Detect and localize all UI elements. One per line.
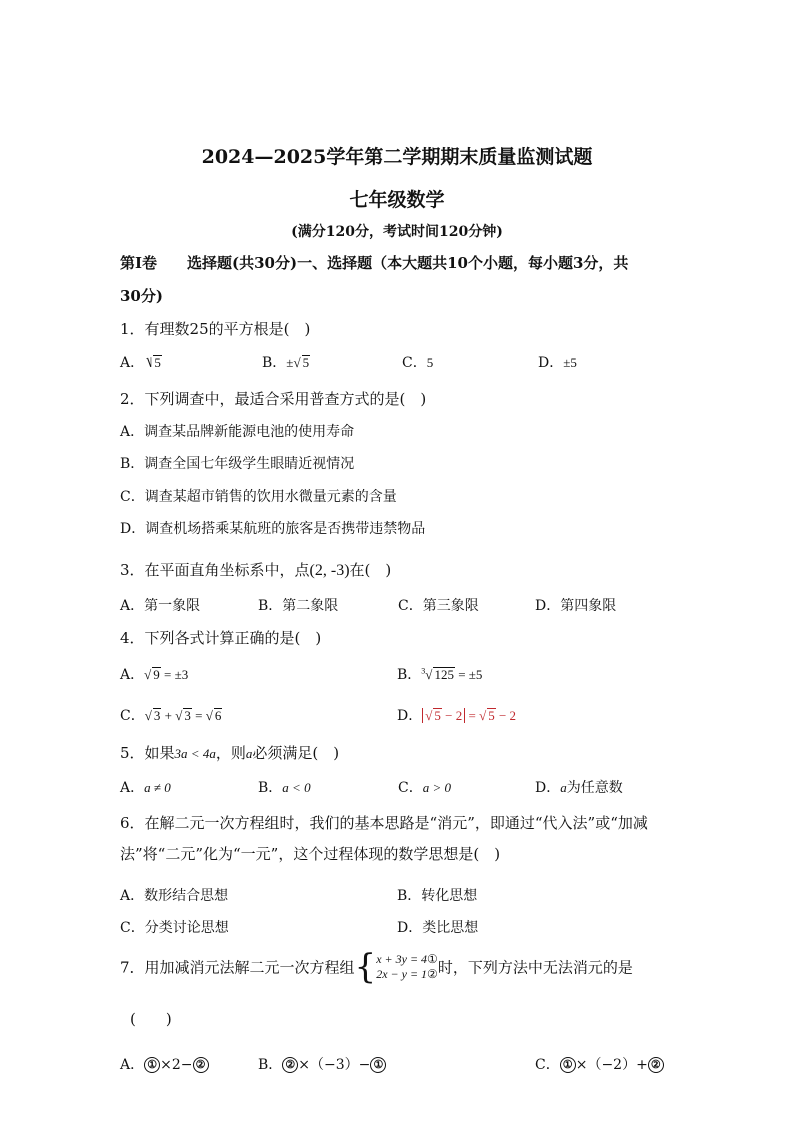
question-1-stem: 1．有理数25的平方根是( ) <box>120 320 311 338</box>
question-5-option-c: C．a > 0 <box>398 780 451 796</box>
equation-system: x + 3y = 4① 2x − y = 1② <box>376 952 438 981</box>
question-4-stem: 4．下列各式计算正确的是( ) <box>120 629 322 647</box>
question-6-option-a: A．数形结合思想 <box>120 888 229 904</box>
question-3-stem: 3．在平面直角坐标系中，点(2, -3)在( ) <box>120 561 392 579</box>
question-3-option-d: D．第四象限 <box>535 598 617 614</box>
question-2-option-b: B．调查全国七年级学生眼睛近视情况 <box>120 456 355 472</box>
question-2-option-d: D．调查机场搭乘某航班的旅客是否携带违禁物品 <box>120 521 426 537</box>
question-1-option-a: A．⎷ 5 <box>120 355 161 371</box>
question-6-stem-line2: 法”将“二元”化为“一元”，这个过程体现的数学思想是( ) <box>120 845 501 863</box>
inequality: 3a < 4a <box>174 746 216 761</box>
question-7-option-c: C． ① ×（−2）+ ② <box>535 1054 664 1074</box>
system-brace: { <box>354 947 377 987</box>
question-4-option-d: D． √ 5 − 2 = √ 5 − 2 <box>397 708 517 724</box>
question-3-option-c: C．第三象限 <box>398 598 479 614</box>
question-6-option-b: B．转化思想 <box>397 888 478 904</box>
question-2-stem: 2．下列调查中，最适合采用普查方式的是( ) <box>120 390 427 408</box>
section-heading-line2: 30分) <box>120 287 163 305</box>
exam-note: (满分120分，考试时间120分钟) <box>291 224 503 240</box>
question-5-option-a: A．a ≠ 0 <box>120 780 171 796</box>
question-6-option-d: D．类比思想 <box>397 920 479 936</box>
question-7-option-a: A． ① ×2− ② <box>120 1054 209 1074</box>
exam-subject: 七年级数学 <box>349 189 445 211</box>
question-1-option-d: D．±5 <box>538 355 577 371</box>
question-4-option-a: A．√ 9 = ±3 <box>120 667 189 683</box>
question-3-option-a: A．第一象限 <box>120 598 201 614</box>
point-coordinates: (2, -3) <box>309 562 350 579</box>
question-7-stem: 7．用加减消元法解二元一次方程组{x + 3y = 4① 2x − y = 1②时，下列方法中无法消元的是 <box>120 947 633 987</box>
question-1-option-c: C．5 <box>402 355 434 371</box>
question-4-option-b: B．$^3$√ 125 = ±5 <box>397 666 483 683</box>
question-2-option-a: A．调查某品牌新能源电池的使用寿命 <box>120 424 355 440</box>
question-4-option-c: C．√ 3 + √ 3 = √ 6 <box>120 708 222 724</box>
question-5-option-d: D．a为任意数 <box>535 780 623 796</box>
question-3-option-b: B．第二象限 <box>258 598 339 614</box>
question-6-option-c: C．分类讨论思想 <box>120 920 229 936</box>
question-5-stem: 5．如果3a < 4a，则a必须满足( ) <box>120 744 340 762</box>
absolute-value-expression: √ 5 − 2 <box>422 708 465 723</box>
exam-title: 2024—2025学年第二学期期末质量监测试题 <box>201 146 593 168</box>
question-1-option-b: B．±√ 5 <box>262 355 310 371</box>
section-heading-line1: 第Ⅰ卷 选择题(共30分)一、选择题（本大题共10个小题，每小题3分，共 <box>120 254 629 272</box>
question-6-stem-line1: 6．在解二元一次方程组时，我们的基本思路是“消元”，即通过“代入法”或“加减 <box>120 814 648 832</box>
question-7-answer-paren: ( ) <box>130 1010 172 1028</box>
question-7-option-b: B． ② ×（−3）− ① <box>258 1054 386 1074</box>
question-2-option-c: C．调查某超市销售的饮用水微量元素的含量 <box>120 489 397 505</box>
question-5-option-b: B．a < 0 <box>258 780 311 796</box>
